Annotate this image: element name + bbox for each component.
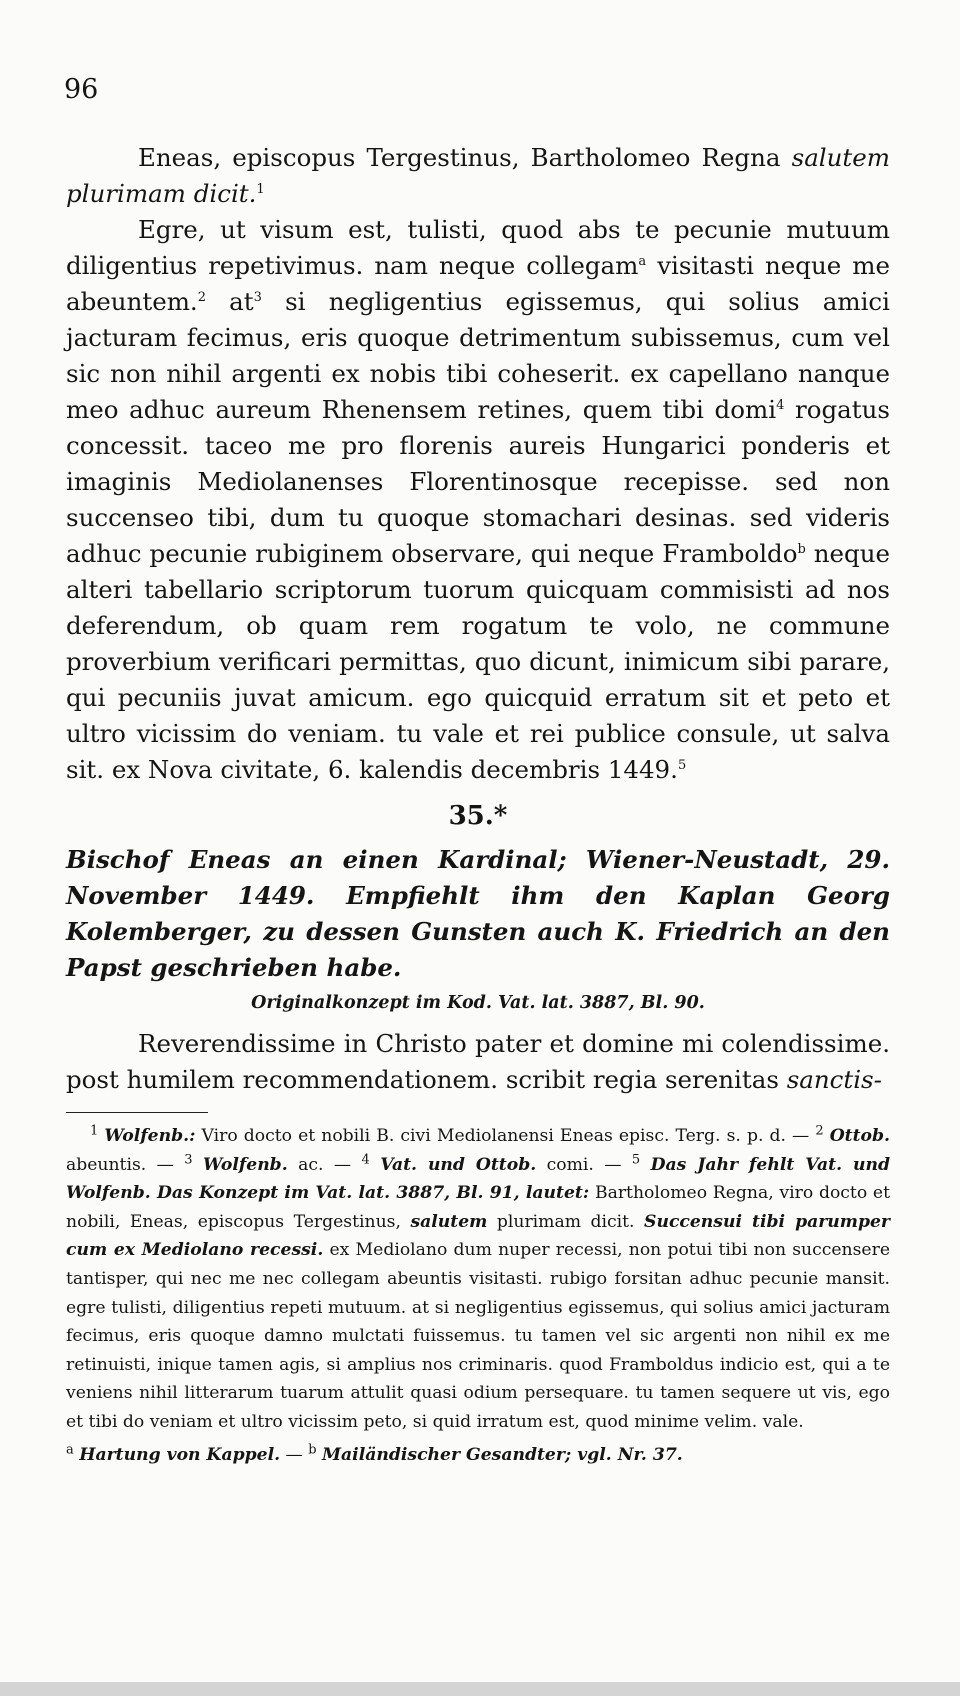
footnotes	[66, 1122, 890, 1469]
footnote-text: Viro docto et nobili B. civi Mediolanensi Eneas episc. Terg. s. p. d. —	[195, 1126, 816, 1146]
footnote-source: Ottob.	[829, 1126, 891, 1146]
footnote-ref-b: b	[797, 541, 806, 557]
footnote-text: Bartholomeo Regna, viro docto et nobili, Eneas, episcopus Tergestinus,	[66, 1183, 891, 1232]
footnote-ref-4: 4	[776, 397, 785, 413]
footnote-italic: Mailändischer Gesandter; vgl. Nr. 37.	[322, 1444, 683, 1465]
footnote-mark: 5	[631, 1151, 641, 1167]
body-text: at	[206, 287, 254, 316]
body-text: visitasti neque me abeuntem.	[66, 251, 890, 316]
footnote-italic: Hartung von Kappel.	[79, 1444, 281, 1465]
footnote-text: ex Mediolano dum nuper recessi, non potui tibi non succensere tantisper, qui nec me nec collegam abeuntis visitasti. rubigo forsitan adhuc pecunie mansit. egre tulisti, diligentius repeti mutuum. at si negligentius egissemus, qui solius amici jacturam fecimus, eris quoque damno mulctati fuissemus. tu tamen vel sic argenti non nihil ex me retinuisti, inique tamen agis, si amplius nos criminaris. quod Framboldus indicio est, qui a te veniens nihil litterarum tuarum attulit quasi odium persequare. tu tamen sequere ut vis, ego et tibi do veniam et ultro vicissim peto, si quid irratum est, quod minime velim. vale.	[66, 1240, 890, 1432]
section-number: 35.*	[448, 801, 508, 831]
footnote-lettered	[66, 1441, 890, 1470]
body-text: neque alteri tabellario scriptorum tuorum quicquam commisisti ad nos deferendum, ob quam rem rogatum te volo, ne commune proverbium verificari permittas, quo dicunt, inimicum sibi parare, qui pecuniis juvat amicum. ego quicquid erratum sit et peto et ultro vicissim do veniam. tu vale et rei publice consule, ut salva sit. ex Nova civitate, 6. kalendis decembris 1449.	[66, 539, 890, 784]
body-text: rogatus concessit. taceo me pro florenis aureis Hungarici ponderis et imaginis Mediolanenses Florentinosque recepisse. sed non succenseo tibi, dum tu quoque stomachari desinas. sed videris adhuc pecunie rubiginem observare, qui neque Framboldo	[66, 395, 890, 568]
footnote-text: —	[604, 1154, 632, 1175]
footnote-rule	[66, 1112, 208, 1113]
footnote-italic: salutem	[410, 1211, 488, 1232]
footnote-mark: 3	[184, 1151, 193, 1167]
salutation-text: Eneas, episcopus Tergestinus, Bartholomeo Regna	[138, 143, 792, 172]
body-text: Egre, ut visum est, tulisti, quod abs te pecunie mutuum diligentius repetivimus. nam neque collegam	[66, 215, 890, 280]
footnote-text: plurimam dicit.	[487, 1211, 645, 1232]
footnote-ref-3: 3	[253, 289, 262, 305]
footnote-mark: 1	[90, 1123, 99, 1139]
letter-salutation	[66, 140, 890, 212]
letter-body	[66, 212, 890, 788]
footnote-ref-1: 1	[256, 181, 265, 197]
footnote-mark: 2	[815, 1123, 824, 1139]
footnote-numbered	[66, 1122, 890, 1437]
body-text: si negligentius egissemus, qui solius amici jacturam fecimus, eris quoque detrimentum subissemus, cum vel sic non nihil argenti ex nobis tibi coheserit. ex capellano nanque meo adhuc aureum Rhenensem retines, quem tibi domi	[66, 287, 890, 424]
footnote-source: Vat. und Ottob.	[380, 1154, 537, 1175]
footnote-ref-2: 2	[197, 289, 206, 305]
section-text-italic: sanctis-	[786, 1065, 882, 1094]
section-text-plain: Reverendissime in Christo pater et domine mi colendissime. post humilem recommendationem. scribit regia serenitas	[66, 1029, 890, 1094]
scan-edge	[0, 1682, 960, 1696]
page-number: 96	[64, 74, 99, 105]
section-text	[66, 1026, 890, 1098]
footnote-mark: 4	[361, 1151, 370, 1167]
footnote-text: comi.	[536, 1154, 594, 1175]
footnote-mark: a	[66, 1441, 74, 1457]
footnote-mark: b	[308, 1441, 317, 1457]
footnote-italic: Das Jahr fehlt Vat. und Wolfenb. Das Konzept im Vat. lat. 3887, Bl. 91, lautet:	[66, 1154, 890, 1204]
footnote-italic: Succensui tibi parumper cum ex Mediolano recessi.	[66, 1211, 890, 1261]
footnote-source: Wolfenb.:	[104, 1126, 196, 1146]
footnote-ref-5: 5	[677, 757, 687, 773]
footnote-separator: —	[280, 1444, 309, 1465]
footnote-text: abeuntis. —	[66, 1154, 185, 1175]
footnote-text: ac. —	[287, 1154, 362, 1175]
main-text	[66, 140, 890, 1098]
footnote-ref-a: a	[638, 253, 647, 269]
footnote-source: Wolfenb.	[202, 1154, 288, 1175]
section-regest: Bischof Eneas an einen Kardinal; Wiener-Neustadt, 29. November 1449. Empfiehlt ihm den Kaplan Georg Kolemberger, zu dessen Gunsten auch K. Friedrich an den Papst geschrieben habe.	[66, 845, 890, 982]
salutation-italic: salutem plurimam dicit.	[66, 143, 890, 208]
source-note: Originalkonzept im Kod. Vat. lat. 3887, Bl. 90.	[251, 993, 705, 1013]
